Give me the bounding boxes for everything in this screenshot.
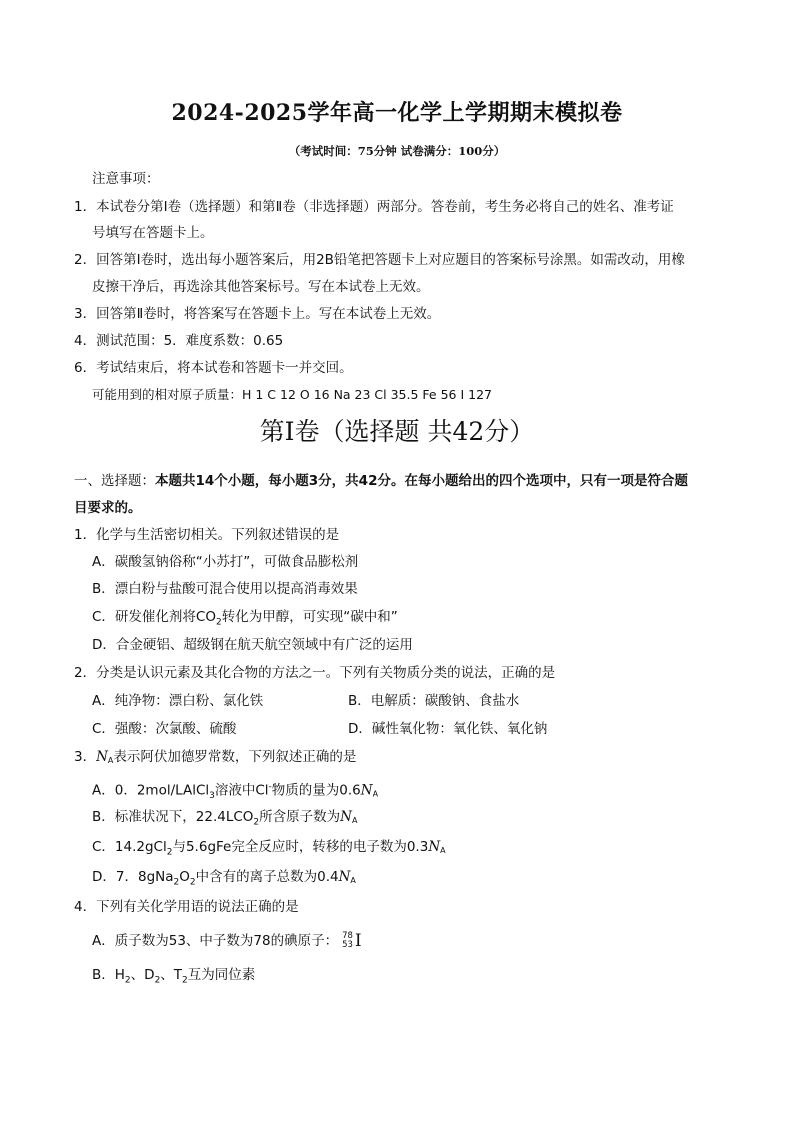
q4-a-text: A．质子数为53、中子数为78的碘原子： — [92, 933, 339, 949]
q1-option-d: D．合金硬铝、超级钢在航天航空领域中有广泛的运用 — [92, 637, 413, 653]
q3-a-text-3: 物质的量为0.6 — [271, 782, 361, 799]
q3-option-d — [92, 868, 356, 892]
exam-subtitle: （考试时间：75分钟 试卷满分：100分） — [288, 144, 506, 158]
iodine-nuclide-numbers — [342, 932, 353, 950]
q4-b-sub-2: 2 — [154, 975, 161, 986]
note-2-line-2: 皮擦干净后，再选涂其他答案标号。写在本试卷上无效。 — [92, 279, 430, 295]
q3-c-text-2: 与5.6gFe完全反应时，转移的电子数为0.3 — [172, 839, 429, 855]
q4-b-d: 、D — [130, 967, 155, 983]
q3-a-na: N — [360, 782, 373, 799]
q3-d-text-2: 中含有的离子总数为0.4 — [195, 869, 339, 885]
q4-b-t: 、T — [160, 967, 183, 983]
q3-option-b — [92, 808, 357, 832]
note-1-line-1: 1．本试卷分第Ⅰ卷（选择题）和第Ⅱ卷（非选择题）两部分。答卷前，考生务必将自己的姓名、准考证 — [74, 199, 674, 215]
q3-d-text: D．7．8gNa — [92, 869, 174, 885]
q3-a-text-2: 溶液中Cl — [214, 782, 269, 799]
iodine-symbol: I — [354, 931, 362, 951]
note-1-line-2: 号填写在答题卡上。 — [92, 225, 214, 241]
q2-option-b: B．电解质：碳酸钠、食盐水 — [348, 693, 520, 709]
q3-a-sup: - — [268, 782, 272, 792]
q1-c-sub: 2 — [215, 617, 222, 628]
q3-a-text: A．0．2mol/LAlCl — [92, 782, 210, 799]
q3-b-text-2: 所含原子数为 — [259, 809, 341, 825]
q3-c-na: N — [428, 839, 441, 855]
q4-option-a — [92, 930, 362, 952]
mass-number: 78 — [342, 931, 353, 941]
q3-a-sub: 3 — [209, 791, 215, 802]
q3-d-sub-1: 2 — [173, 877, 180, 888]
q3-c-na-sub: A — [440, 846, 446, 855]
q4-b-text: B．H — [92, 967, 125, 983]
notes-heading: 注意事项： — [92, 171, 160, 187]
q3-na-sub: A — [107, 756, 114, 765]
exam-title: 2024-2025学年高一化学上学期期末模拟卷 — [171, 100, 623, 126]
q3-d-sub-2: 2 — [189, 877, 196, 888]
instructions-text: 本题共14个小题，每小题3分，共42分。在每小题给出的四个选项中，只有一项是符合题 — [155, 473, 688, 489]
q4-option-b — [92, 966, 255, 990]
section-heading: 第Ⅰ卷（选择题 共42分） — [259, 417, 535, 446]
instructions-line-2: 目要求的。 — [74, 500, 142, 516]
q3-d-o: O — [179, 869, 190, 885]
q3-c-text: C．14.2gCl — [92, 839, 167, 855]
q3-d-na-sub: A — [350, 876, 356, 885]
q3-b-na-sub: A — [351, 816, 358, 825]
q1-c-text-2: 转化为甲醇，可实现“碳中和” — [221, 609, 398, 625]
q3-c-sub: 2 — [166, 847, 173, 858]
q1-stem: 1．化学与生活密切相关。下列叙述错误的是 — [74, 527, 340, 543]
q1-option-a: A．碳酸氢钠俗称“小苏打”，可做食品膨松剂 — [92, 554, 359, 570]
q4-stem: 4．下列有关化学用语的说法正确的是 — [74, 899, 299, 915]
q3-b-text: B．标准状况下，22.4LCO — [92, 809, 254, 825]
q3-option-a — [92, 778, 378, 805]
q4-b-text-2: 互为同位素 — [187, 967, 256, 983]
q1-option-b: B．漂白粉与盐酸可混合使用以提高消毒效果 — [92, 581, 358, 597]
q3-stem-text: 表示阿伏加德罗常数，下列叙述正确的是 — [113, 749, 357, 765]
note-6: 6．考试结束后，将本试卷和答题卡一并交回。 — [74, 360, 353, 376]
q2-stem: 2．分类是认识元素及其化合物的方法之一。下列有关物质分类的说法，正确的是 — [74, 665, 556, 681]
q2-option-a: A．纯净物：漂白粉、氯化铁 — [92, 693, 264, 709]
q3-b-na: N — [340, 809, 352, 825]
q3-stem: 3．NA表示阿伏加德罗常数，下列叙述正确的是 — [74, 749, 357, 765]
q4-b-sub-1: 2 — [124, 975, 131, 986]
atomic-number: 53 — [342, 940, 353, 950]
instructions-line-1 — [74, 472, 688, 490]
q3-d-na: N — [338, 869, 351, 885]
q1-c-text: C．研发催化剂将CO — [92, 609, 216, 625]
q3-b-sub: 2 — [253, 817, 260, 828]
q2-option-c: C．强酸：次氯酸、硫酸 — [92, 721, 237, 737]
note-2-line-1: 2．回答第Ⅰ卷时，选出每小题答案后，用2B铅笔把答题卡上对应题目的答案标号涂黑。如需改动，用橡 — [74, 252, 685, 268]
note-3: 3．回答第Ⅱ卷时，将答案写在答题卡上。写在本试卷上无效。 — [74, 306, 441, 322]
q3-na-symbol: N — [96, 749, 108, 765]
q3-option-c — [92, 838, 446, 862]
q1-option-c — [92, 608, 398, 632]
note-4: 4．测试范围：5．难度系数：0.65 — [74, 333, 284, 349]
q4-b-sub-3: 2 — [182, 975, 188, 986]
atomic-masses: 可能用到的相对原子质量：H 1 C 12 O 16 Na 23 Cl 35.5 Fe 56 I 127 — [92, 387, 492, 402]
q2-option-d: D．碱性氧化物：氧化铁、氧化钠 — [348, 721, 548, 737]
q3-a-na-sub: A — [372, 789, 379, 799]
instructions-prefix: 一、选择题： — [74, 473, 155, 489]
